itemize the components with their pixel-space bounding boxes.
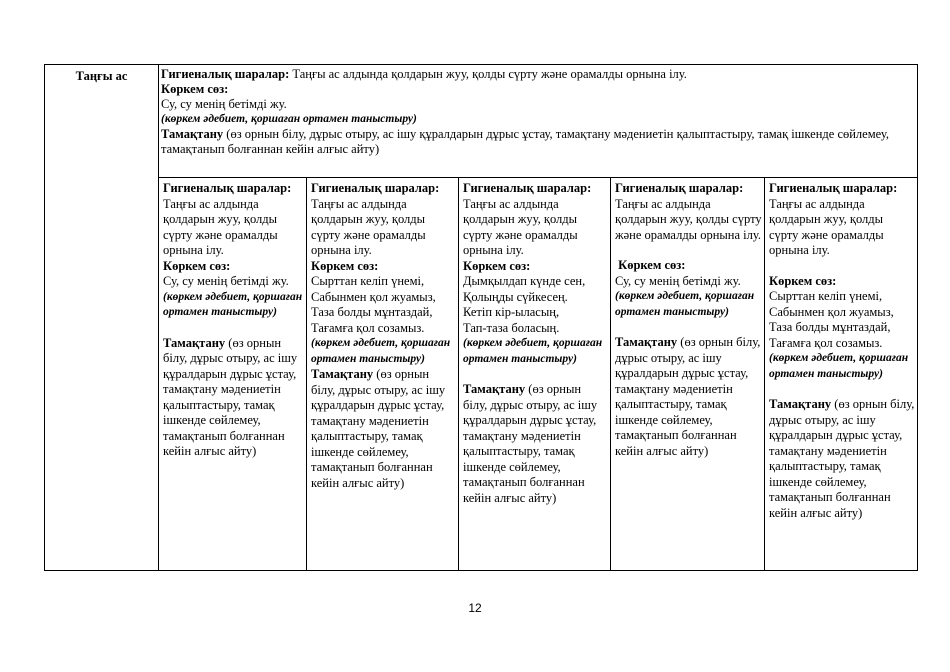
row-label: Таңғы ас: [45, 65, 159, 570]
poem-line: Тап-таза боласың.: [463, 320, 560, 335]
hygiene-title: Гигиеналық шаралар:: [161, 67, 290, 81]
artistic-word-note: (көркем әдебиет, қоршаған ортамен таныстыру): [769, 352, 909, 380]
page-number: 12: [468, 601, 482, 615]
day-column-1: [159, 178, 307, 570]
poem-line: Сабынмен қол жуамыз,: [769, 304, 894, 319]
hygiene-paragraph: Гигиеналық шаралар: Таңғы ас алдында қолдарын жуу, қолды сүрту және орамалды орнына ілу.: [463, 181, 592, 257]
day-column-3: [459, 178, 611, 570]
hygiene-paragraph: Гигиеналық шаралар: Таңғы ас алдында қолдарын жуу, қолды сүрту және орамалды орнына ілу.: [311, 181, 440, 257]
artistic-word-note: (көркем әдебиет, қоршаған ортамен таныстыру): [163, 290, 303, 318]
meal-paragraph: Тамақтану (өз орнын білу, дұрыс отыру, ас ішу құралдарын дұрыс ұстау, тамақтану мәдениетін қалыптастыру, тамақ ішкенде сөйлемеу, тамақтанып болғаннан кейін алғыс айту): [615, 335, 761, 458]
artistic-word-note: (көркем әдебиет, қоршаған ортамен таныстыру): [161, 113, 417, 125]
artistic-word-title: Көркем сөз:: [311, 258, 379, 273]
poem-line: Сабынмен қол жуамыз,: [311, 289, 436, 304]
poem-line: Дымқылдап күнде сен,: [463, 274, 586, 288]
poem-line: Тағамға қол созамыз.: [769, 335, 883, 350]
hygiene-text: Таңғы ас алдында қолдарын жуу, қолды сүрту және орамалды орнына ілу.: [289, 67, 687, 81]
artistic-word-title: Көркем сөз:: [163, 258, 231, 273]
schedule-table: [44, 64, 918, 571]
artistic-word-note: (көркем әдебиет, қоршаған ортамен таныстыру): [311, 337, 451, 365]
hygiene-paragraph: Гигиеналық шаралар: Таңғы ас алдында қолдарын жуу, қолды сүрту және орамалды орнына ілу.: [769, 181, 898, 257]
hygiene-paragraph: Гигиеналық шаралар: Таңғы ас алдында қолдарын жуу, қолды сүрту және орамалды орнына ілу.: [163, 181, 292, 257]
day-column-5: [765, 178, 917, 570]
poem-line: Су, су менің бетімді жу.: [163, 274, 289, 288]
meal-title: Тамақтану: [161, 127, 224, 141]
poem-line: Таза болды мұнтаздай,: [311, 305, 433, 319]
poem-line: Таза болды мұнтаздай,: [769, 320, 891, 334]
artistic-word-line: Су, су менің бетімді жу.: [161, 97, 287, 111]
artistic-word-note: (көркем әдебиет, қоршаған ортамен таныстыру): [615, 290, 755, 318]
artistic-word-title: Көркем сөз:: [463, 258, 531, 273]
poem-line: Тағамға қол созамыз.: [311, 320, 425, 335]
poem-line: Қолыңды сүйкесең.: [463, 289, 568, 304]
poem-line: Сырттан келіп үнемі,: [769, 289, 883, 303]
hygiene-paragraph: [161, 67, 913, 82]
day-column-4: [611, 178, 765, 570]
meal-paragraph: Тамақтану (өз орнын білу, дұрыс отыру, ас ішу құралдарын дұрыс ұстау, тамақтану мәдениетін қалыптастыру, тамақ ішкенде сөйлемеу, тамақтанып болғаннан кейін алғыс айту): [163, 335, 298, 458]
poem-line: Кетіп кір-ыласың,: [463, 305, 560, 319]
day-column-2: [307, 178, 459, 570]
meal-paragraph: Тамақтану (өз орнын білу, дұрыс отыру, ас ішу құралдарын дұрыс ұстау, тамақтану мәдениетін қалыптастыру, тамақ ішкенде сөйлемеу, тамақтанып болғаннан кейін алғыс айту): [769, 397, 915, 520]
meal-paragraph: [161, 127, 913, 157]
poem-line: Су, су менің бетімді жу.: [615, 273, 741, 288]
artistic-word-title: Көркем сөз:: [618, 258, 686, 272]
summary-cell: [161, 67, 913, 157]
meal-paragraph: Тамақтану (өз орнын білу, дұрыс отыру, ас ішу құралдарын дұрыс ұстау, тамақтану мәдениетін қалыптастыру, тамақ ішкенде сөйлемеу, тамақтанып болғаннан кейін алғыс айту): [463, 382, 598, 505]
meal-text: (өз орнын білу, дұрыс отыру, ас ішу құралдарын дұрыс ұстау, тамақтану мәдениетін қалыптастыру, тамақ ішкенде сөйлемеу, тамақтанып болғаннан кейін алғыс айту): [161, 127, 889, 156]
meal-paragraph: Тамақтану (өз орнын білу, дұрыс отыру, ас ішу құралдарын дұрыс ұстау, тамақтану мәдениетін қалыптастыру, тамақ ішкенде сөйлемеу, тамақтанып болғаннан кейін алғыс айту): [311, 367, 446, 490]
poem-line: Сырттан келіп үнемі,: [311, 274, 425, 288]
artistic-word-note: (көркем әдебиет, қоршаған ортамен таныстыру): [463, 337, 603, 365]
day-columns: [159, 177, 917, 570]
artistic-word-title: Көркем сөз:: [161, 82, 229, 96]
artistic-word-title: Көркем сөз:: [769, 273, 837, 288]
hygiene-paragraph: Гигиеналық шаралар: Таңғы ас алдында қолдарын жуу, қолды сүрту және орамалды орнына ілу.: [615, 181, 762, 242]
